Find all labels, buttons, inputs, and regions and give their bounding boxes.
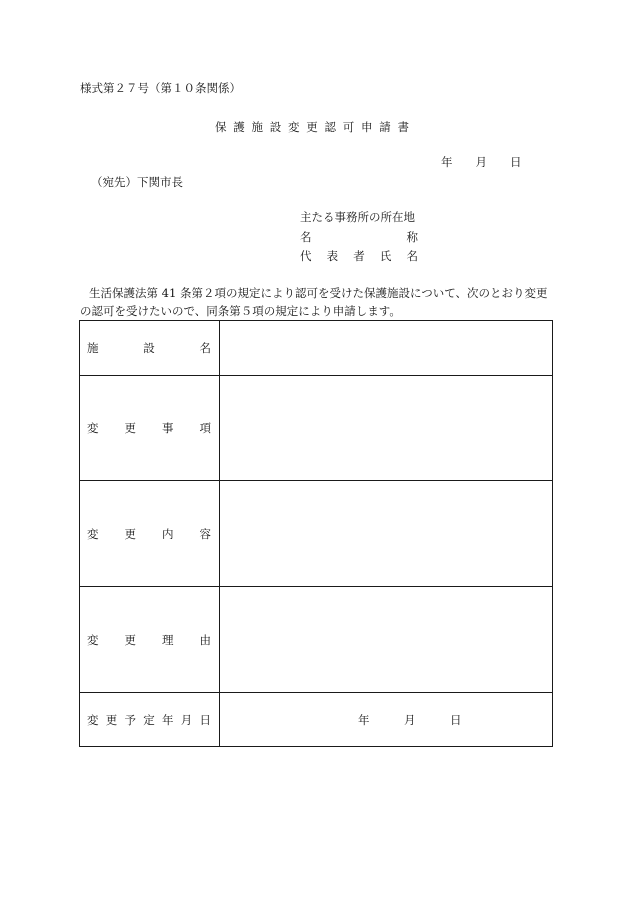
table-row bbox=[80, 376, 553, 481]
change-reason-label: 変 更 理 由 bbox=[80, 587, 220, 693]
change-items-label: 変 更 事 項 bbox=[80, 376, 220, 481]
table-row bbox=[80, 587, 553, 693]
table-row bbox=[80, 481, 553, 587]
table-row bbox=[80, 321, 553, 376]
application-date: 年 月 日 bbox=[441, 155, 522, 169]
scheduled-date-field bbox=[220, 693, 553, 747]
applicant-address-label: 主たる事務所の所在地 bbox=[300, 210, 415, 224]
change-details-field bbox=[220, 481, 553, 587]
applicant-representative-label: 代 表 者 氏 名 bbox=[300, 249, 418, 263]
facility-name-field bbox=[220, 321, 553, 376]
scheduled-date-value: 年 月 日 bbox=[358, 712, 462, 727]
statement-line-2: の認可を受けたいので、同条第５項の規定により申請します。 bbox=[80, 304, 401, 318]
change-details-label: 変 更 内 容 bbox=[80, 481, 220, 587]
document-title: 保 護 施 設 変 更 認 可 申 請 書 bbox=[215, 120, 409, 134]
statement-line-1: 生活保護法第 41 条第２項の規定により認可を受けた保護施設について、次のとおり変更 bbox=[89, 286, 548, 300]
form-number: 様式第２７号（第１０条関係） bbox=[80, 81, 241, 95]
change-items-field bbox=[220, 376, 553, 481]
application-table bbox=[79, 320, 553, 747]
scheduled-date-label: 変 更 予 定 年 月 日 bbox=[80, 693, 220, 747]
applicant-name-label: 名 称 bbox=[300, 230, 418, 244]
table-row bbox=[80, 693, 553, 747]
facility-name-label: 施 設 名 bbox=[80, 321, 220, 376]
change-reason-field bbox=[220, 587, 553, 693]
addressee: （宛先）下関市長 bbox=[91, 175, 183, 189]
